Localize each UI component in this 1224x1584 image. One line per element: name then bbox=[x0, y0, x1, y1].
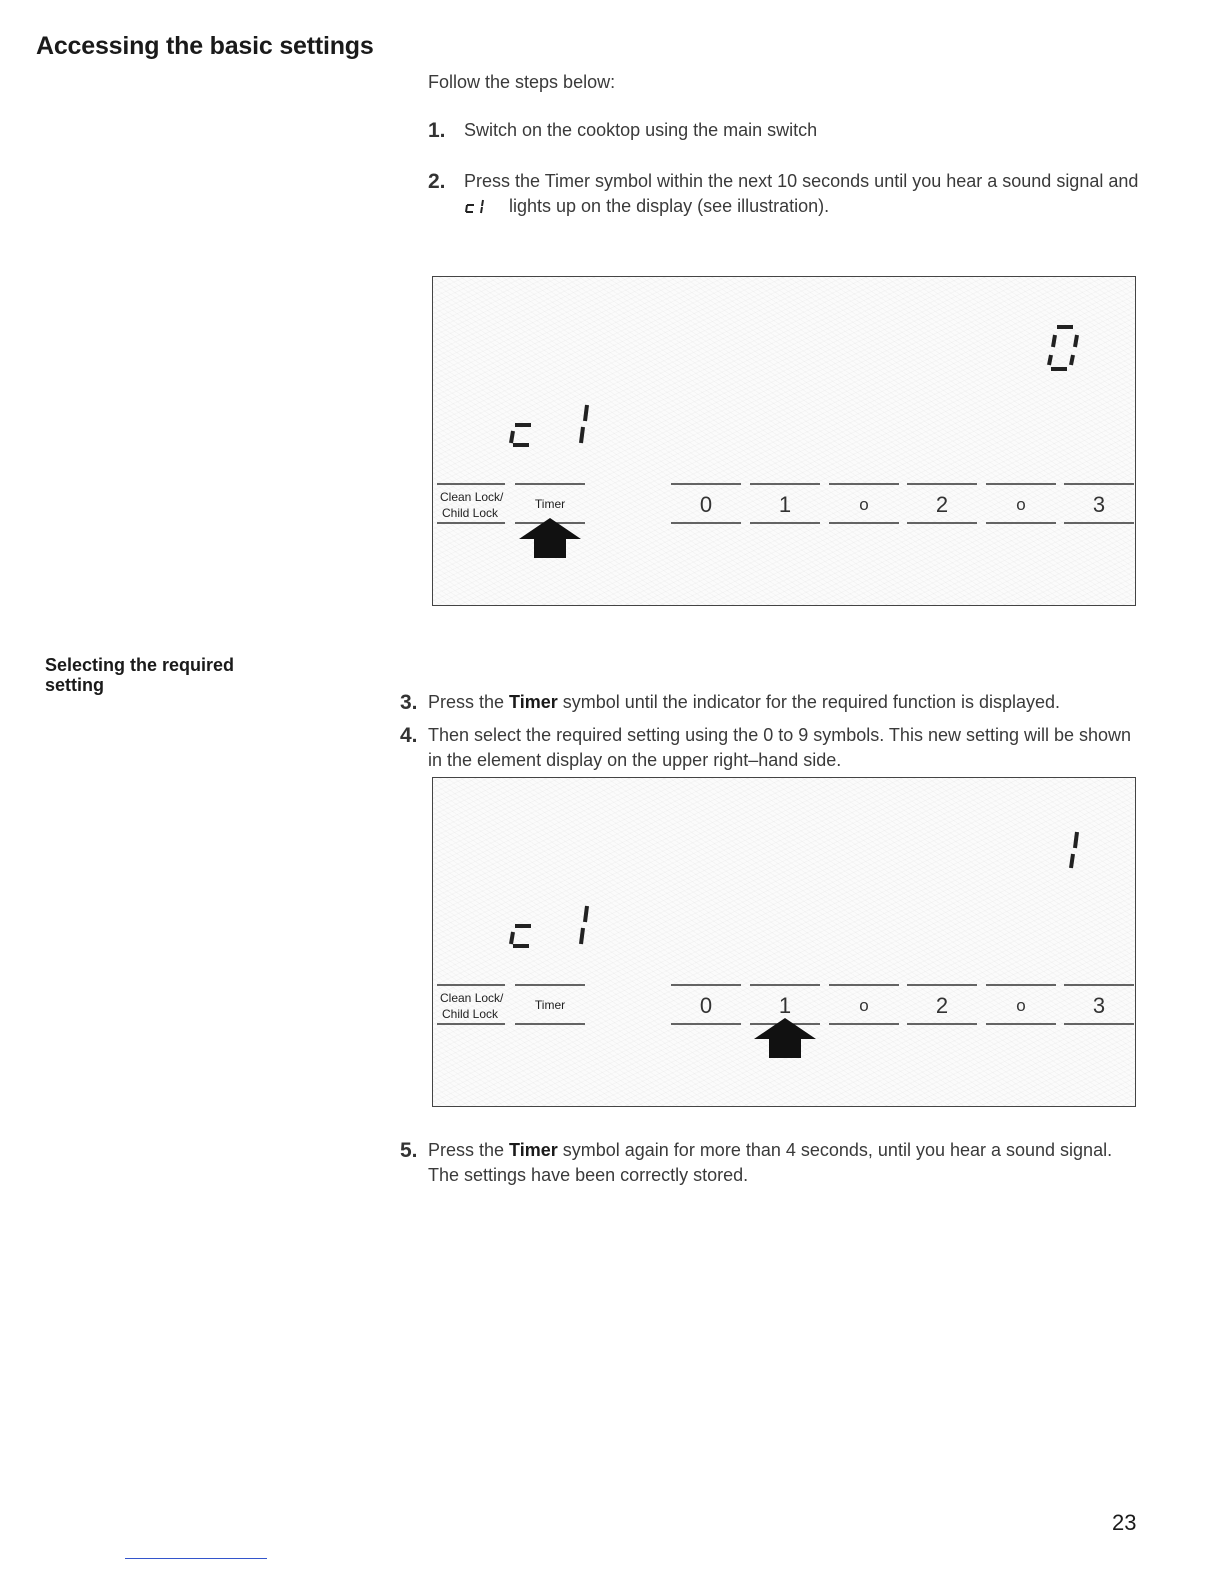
c1-code-display bbox=[511, 906, 587, 946]
step-number: 2. bbox=[428, 170, 446, 193]
scale-label: 3 bbox=[1092, 993, 1106, 1018]
element-display-0 bbox=[1049, 327, 1077, 369]
step-1 bbox=[428, 118, 817, 143]
child-lock-label: Child Lock bbox=[442, 506, 499, 520]
page-title: Accessing the basic settings bbox=[36, 32, 374, 60]
arrow-up-icon bbox=[519, 518, 581, 558]
step-4 bbox=[400, 723, 1140, 773]
step-number: 5. bbox=[400, 1139, 418, 1162]
step-3 bbox=[400, 690, 1140, 715]
scale-label: 1 bbox=[778, 492, 792, 517]
element-display-1 bbox=[1071, 832, 1077, 868]
c1-display-symbol bbox=[464, 198, 504, 214]
scale-label: 2 bbox=[935, 993, 949, 1018]
footer-rule bbox=[125, 1558, 267, 1559]
child-lock-label: Child Lock bbox=[442, 1007, 499, 1021]
c1-code-display bbox=[511, 405, 587, 445]
control-panel-illustration-2 bbox=[432, 777, 1136, 1107]
scale-label: 1 bbox=[778, 993, 792, 1018]
clean-lock-label: Clean Lock/ bbox=[440, 490, 504, 504]
section-heading: Selecting the required setting bbox=[45, 655, 235, 695]
step-text: Press the Timer symbol until the indicator for the required function is displayed. bbox=[428, 692, 1061, 712]
scale-label: o bbox=[859, 996, 869, 1015]
step-text: Switch on the cooktop using the main switch bbox=[464, 120, 818, 140]
control-panel-illustration-1 bbox=[432, 276, 1136, 606]
step-2 bbox=[428, 169, 1158, 219]
scale-label: 0 bbox=[699, 492, 713, 517]
step-text: Press the Timer symbol within the next 10 seconds until you hear a sound signal and lights up on the display (see illustration). bbox=[464, 171, 1139, 216]
step-number: 1. bbox=[428, 119, 446, 142]
intro-text: Follow the steps below: bbox=[428, 72, 616, 92]
step-text: Press the Timer symbol again for more than 4 seconds, until you hear a sound signal. The settings have been correctly stored. bbox=[428, 1140, 1113, 1185]
scale-label: o bbox=[859, 495, 869, 514]
scale-label: o bbox=[1016, 495, 1026, 514]
step-text: Then select the required setting using the 0 to 9 symbols. This new setting will be shown in the element display on the upper right–hand side. bbox=[428, 725, 1132, 770]
scale-label: 2 bbox=[935, 492, 949, 517]
timer-label: Timer bbox=[534, 998, 566, 1012]
page-number: 23 bbox=[1112, 1510, 1137, 1535]
scale-label: 3 bbox=[1092, 492, 1106, 517]
clean-lock-label: Clean Lock/ bbox=[440, 991, 504, 1005]
step-number: 4. bbox=[400, 724, 418, 747]
scale-label: 0 bbox=[699, 993, 713, 1018]
scale-label: o bbox=[1016, 996, 1026, 1015]
timer-label: Timer bbox=[534, 497, 566, 511]
step-number: 3. bbox=[400, 691, 418, 714]
step-5 bbox=[400, 1138, 1140, 1188]
